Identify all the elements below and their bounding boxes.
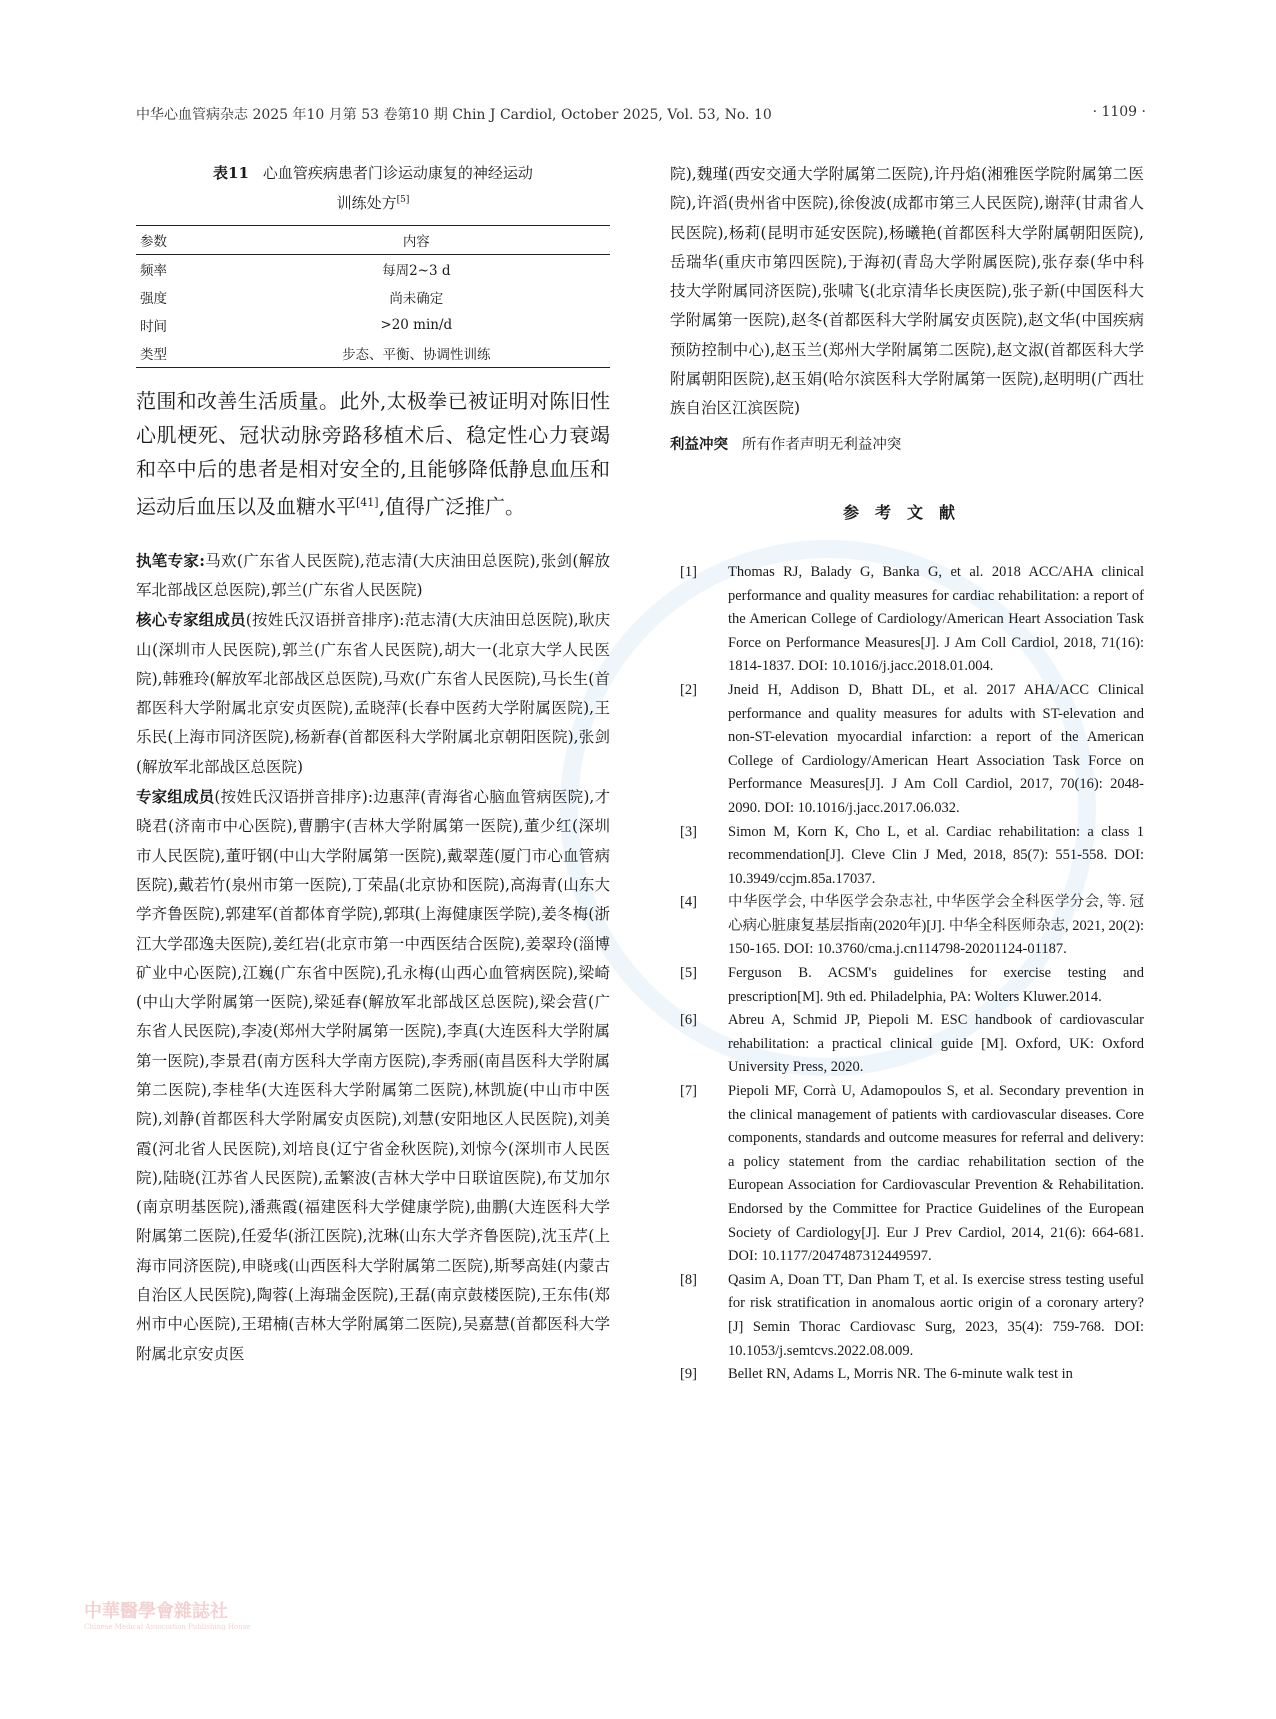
writing-experts-label: 执笔专家: <box>136 550 205 570</box>
table-row <box>136 283 610 311</box>
core-experts-text: (按姓氏汉语拼音排序):范志清(大庆油田总医院),耿庆山(深圳市人民医院),郭兰(广东省人民医院),胡大一(北京大学人民医院),韩雅玲(解放军北部战区总医院),马欢(广东省人民医院),马长生(首都医科大学附属北京安贞医院),孟晓萍(长春中医药大学附属医院),王乐民(上海市同济医院),杨新春(首都医科大学附属北京朝阳医院),张剑(解放军北部战区总医院) <box>136 611 610 776</box>
reference-item <box>670 821 1144 892</box>
references-title: 参考文献 <box>842 502 971 522</box>
exercise-table <box>136 225 610 368</box>
core-experts <box>136 605 610 782</box>
citation-ref: [41] <box>356 496 379 509</box>
writing-experts-text: 马欢(广东省人民医院),范志清(大庆油田总医院),张剑(解放军北部战区总医院),郭兰(广东省人民医院) <box>136 551 610 599</box>
reference-item <box>670 1080 1144 1269</box>
coi-text: 所有作者声明无利益冲突 <box>741 436 902 453</box>
core-experts-label: 核心专家组成员 <box>136 610 246 630</box>
reference-text: Piepoli MF, Corrà U, Adamopoulos S, et al. Secondary prevention in the clinical management of patients with cardiovascular diseases. Core components, standards and outcome measures for referral and delivery: a policy statement from the cardiac rehabilitation section of the European Association for Cardiovascular Prevention & Rehabilitation. Endorsed by the Committee for Practice Guidelines of the European Society of Cardiology[J]. Eur J Prev Cardiol, 2014, 21(6): 664-681. DOI: 10.1177/2047487312449597. <box>728 1083 1144 1265</box>
table-cell: 每周2~3 d <box>382 263 451 279</box>
publisher-logo-subtext: Chinese Medical Association Publishing House <box>84 1623 251 1631</box>
table-row <box>136 311 610 339</box>
table-caption <box>136 160 610 217</box>
expert-group-label: 专家组成员 <box>136 787 215 807</box>
table-number: 表11 <box>213 164 249 182</box>
reference-number: [5] <box>680 965 697 982</box>
coi-label: 利益冲突 <box>670 435 728 453</box>
reference-text: Ferguson B. ACSM's guidelines for exercise testing and prescription[M]. 9th ed. Philadelphia, PA: Wolters Kluwer.2014. <box>728 965 1144 1005</box>
table-title-line1: 心血管疾病患者门诊运动康复的神经运动 <box>262 164 533 182</box>
table-header-row <box>136 226 610 255</box>
reference-number: [7] <box>680 1083 697 1100</box>
journal-citation: 中华心血管病杂志 2025 年10 月第 53 卷第10 期 Chin J Cardiol, October 2025, Vol. 53, No. 10 <box>136 107 772 123</box>
publisher-logo-text: 中華醫學會雜誌社 <box>84 1601 228 1622</box>
reference-text: Thomas RJ, Balady G, Banka G, et al. 2018 ACC/AHA clinical performance and quality measures for cardiac rehabilitation: a report of the American College of Cardiology/American Heart Association Task Force on Performance Measures[J]. J Am Coll Cardiol, 2018, 71(16): 1814-1837. DOI: 10.1016/j.jacc.2018.01.004. <box>728 563 1144 675</box>
expert-group-text: (按姓氏汉语拼音排序):边惠萍(青海省心脑血管病医院),才晓君(济南市中心医院),曹鹏宇(吉林大学附属第一医院),董少红(深圳市人民医院),董吁钢(中山大学附属第一医院),戴翠莲(厦门市心血管病医院),戴若竹(泉州市第一医院),丁荣晶(北京协和医院),高海青(山东大学齐鲁医院),郭建军(首都体育学院),郭琪(上海健康医学院),姜冬梅(浙江大学邵逸夫医院),姜红岩(北京市第一中西医结合医院),姜翠玲(淄博矿业中心医院),江巍(广东省中医院),孔永梅(山西心血管病医院),梁崎(中山大学附属第一医院),梁延春(解放军北部战区总医院),梁会营(广东省人民医院),李凌(郑州大学附属第一医院),李真(大连医科大学附属第一医院),李景君(南方医科大学南方医院),李秀丽(南昌医科大学附属第二医院),李桂华(大连医科大学附属第二医院),林凯旋(中山市中医院),刘静(首都医科大学附属安贞医院),刘慧(安阳地区人民医院),刘美霞(河北省人民医院),刘培良(辽宁省金秋医院),刘惊今(深圳市人民医院),陆晓(江苏省人民医院),孟繁波(吉林大学中日联谊医院),布艾加尔(南京明基医院),潘燕霞(福建医科大学健康学院),曲鹏(大连医科大学附属第二医院),任爱华(浙江医院),沈琳(山东大学齐鲁医院),沈玉芹(上海市同济医院),申晓彧(山西医科大学附属第二医院),斯琴高娃(内蒙古自治区人民医院),陶蓉(上海瑞金医院),王磊(南京鼓楼医院),王东伟(郑州市中心医院),王珺楠(吉林大学附属第二医院),吴嘉慧(首都医科大学附属北京安贞医 <box>136 788 610 1363</box>
reference-list <box>670 561 1144 1387</box>
reference-text: Qasim A, Doan TT, Dan Pham T, et al. Is exercise stress testing useful for risk stratification in anomalous aortic origin of a coronary artery? [J] Semin Thorac Cardiovasc Surg, 2023, 35(4): 759-768. DOI: 10.1053/j.semtcvs.2022.08.009. <box>728 1271 1144 1359</box>
reference-text: Bellet RN, Adams L, Morris NR. The 6-minute walk test in <box>728 1366 1073 1383</box>
reference-number: [1] <box>680 563 697 580</box>
expert-group-continued: 院),魏瑾(西安交通大学附属第二医院),许丹焰(湘雅医学院附属第二医院),许滔(贵州省中医院),徐俊波(成都市第三人民医院),谢萍(甘肃省人民医院),杨莉(昆明市延安医院),杨曦艳(首都医科大学附属朝阳医院),岳瑞华(重庆市第四医院),于海初(青岛大学附属医院),张存泰(华中科技大学附属同济医院),张啸飞(北京清华长庚医院),张子新(中国医科大学附属第一医院),赵冬(首都医科大学附属安贞医院),赵文华(中国疾病预防控制中心),赵玉兰(郑州大学附属第二医院),赵文淑(首都医科大学附属朝阳医院),赵玉娟(哈尔滨医科大学附属第一医院),赵明明(广西壮族自治区江滨医院) <box>670 165 1144 418</box>
reference-text: Simon M, Korn K, Cho L, et al. Cardiac rehabilitation: a class 1 recommendation[J]. Cleve Clin J Med, 2018, 85(7): 551-558. DOI: 10.3949/ccjm.85a.17037. <box>728 823 1144 887</box>
reference-item <box>670 561 1144 679</box>
body-paragraph <box>136 384 610 524</box>
table-cell: 频率 <box>140 263 167 279</box>
table-cell: 强度 <box>140 291 167 307</box>
reference-item <box>670 1009 1144 1080</box>
reference-item <box>670 1269 1144 1363</box>
reference-item <box>670 962 1144 1009</box>
conflict-of-interest <box>670 430 1144 460</box>
table-cell: 类型 <box>140 347 167 363</box>
reference-text: 中华医学会, 中华医学会杂志社, 中华医学会全科医学分会, 等. 冠心病心脏康复基层指南(2020年)[J]. 中华全科医师杂志, 2021, 20(2): 150-165. DOI: 10.3760/cma.j.cn114798-20201124-01187. <box>728 894 1144 958</box>
reference-item <box>670 891 1144 962</box>
table-row <box>136 339 610 368</box>
writing-experts <box>136 546 610 606</box>
expert-group <box>136 782 610 1369</box>
body-text-end: ,值得广泛推广。 <box>378 494 525 519</box>
publisher-logo-icon <box>84 1597 584 1631</box>
table-title-ref: [5] <box>396 195 410 205</box>
body-text: 范围和改善生活质量。此外,太极拳已被证明对陈旧性心肌梗死、冠状动脉旁路移植术后、稳定性心力衰竭和卒中后的患者是相对安全的,且能够降低静息血压和运动后血压以及血糖水平 <box>136 389 610 519</box>
reference-number: [3] <box>680 823 697 840</box>
reference-item <box>670 1363 1144 1387</box>
reference-number: [8] <box>680 1271 697 1288</box>
reference-text: Abreu A, Schmid JP, Piepoli M. ESC handbook of cardiovascular rehabilitation: a practical clinical guide [M]. Oxford, UK: Oxford University Press, 2020. <box>728 1012 1144 1076</box>
left-column <box>136 160 610 1369</box>
table-cell: 时间 <box>140 319 167 335</box>
table-cell: >20 min/d <box>380 317 453 333</box>
running-header <box>136 104 1146 130</box>
table-row <box>136 255 610 284</box>
reference-number: [6] <box>680 1012 697 1029</box>
reference-item <box>670 679 1144 821</box>
table-header: 参数 <box>136 226 223 255</box>
table-header: 内容 <box>223 226 610 255</box>
page-number: · 1109 · <box>1092 104 1146 120</box>
table-cell: 尚未确定 <box>389 291 444 307</box>
reference-number: [4] <box>680 894 697 911</box>
reference-text: Jneid H, Addison D, Bhatt DL, et al. 2017 AHA/ACC Clinical performance and quality measures for adults with ST-elevation and non-ST-elevation myocardial infarction: a report of the American College of Cardiology/American Heart Association Task Force on Performance Measures[J]. J Am Coll Cardiol, 2017, 70(16): 2048-2090. DOI: 10.1016/j.jacc.2017.06.032. <box>728 681 1144 816</box>
reference-number: [2] <box>680 681 697 698</box>
table-title-line2: 训练处方 <box>336 194 397 212</box>
reference-number: [9] <box>680 1366 697 1383</box>
table-cell: 步态、平衡、协调性训练 <box>342 347 491 363</box>
right-column <box>670 160 1144 1387</box>
